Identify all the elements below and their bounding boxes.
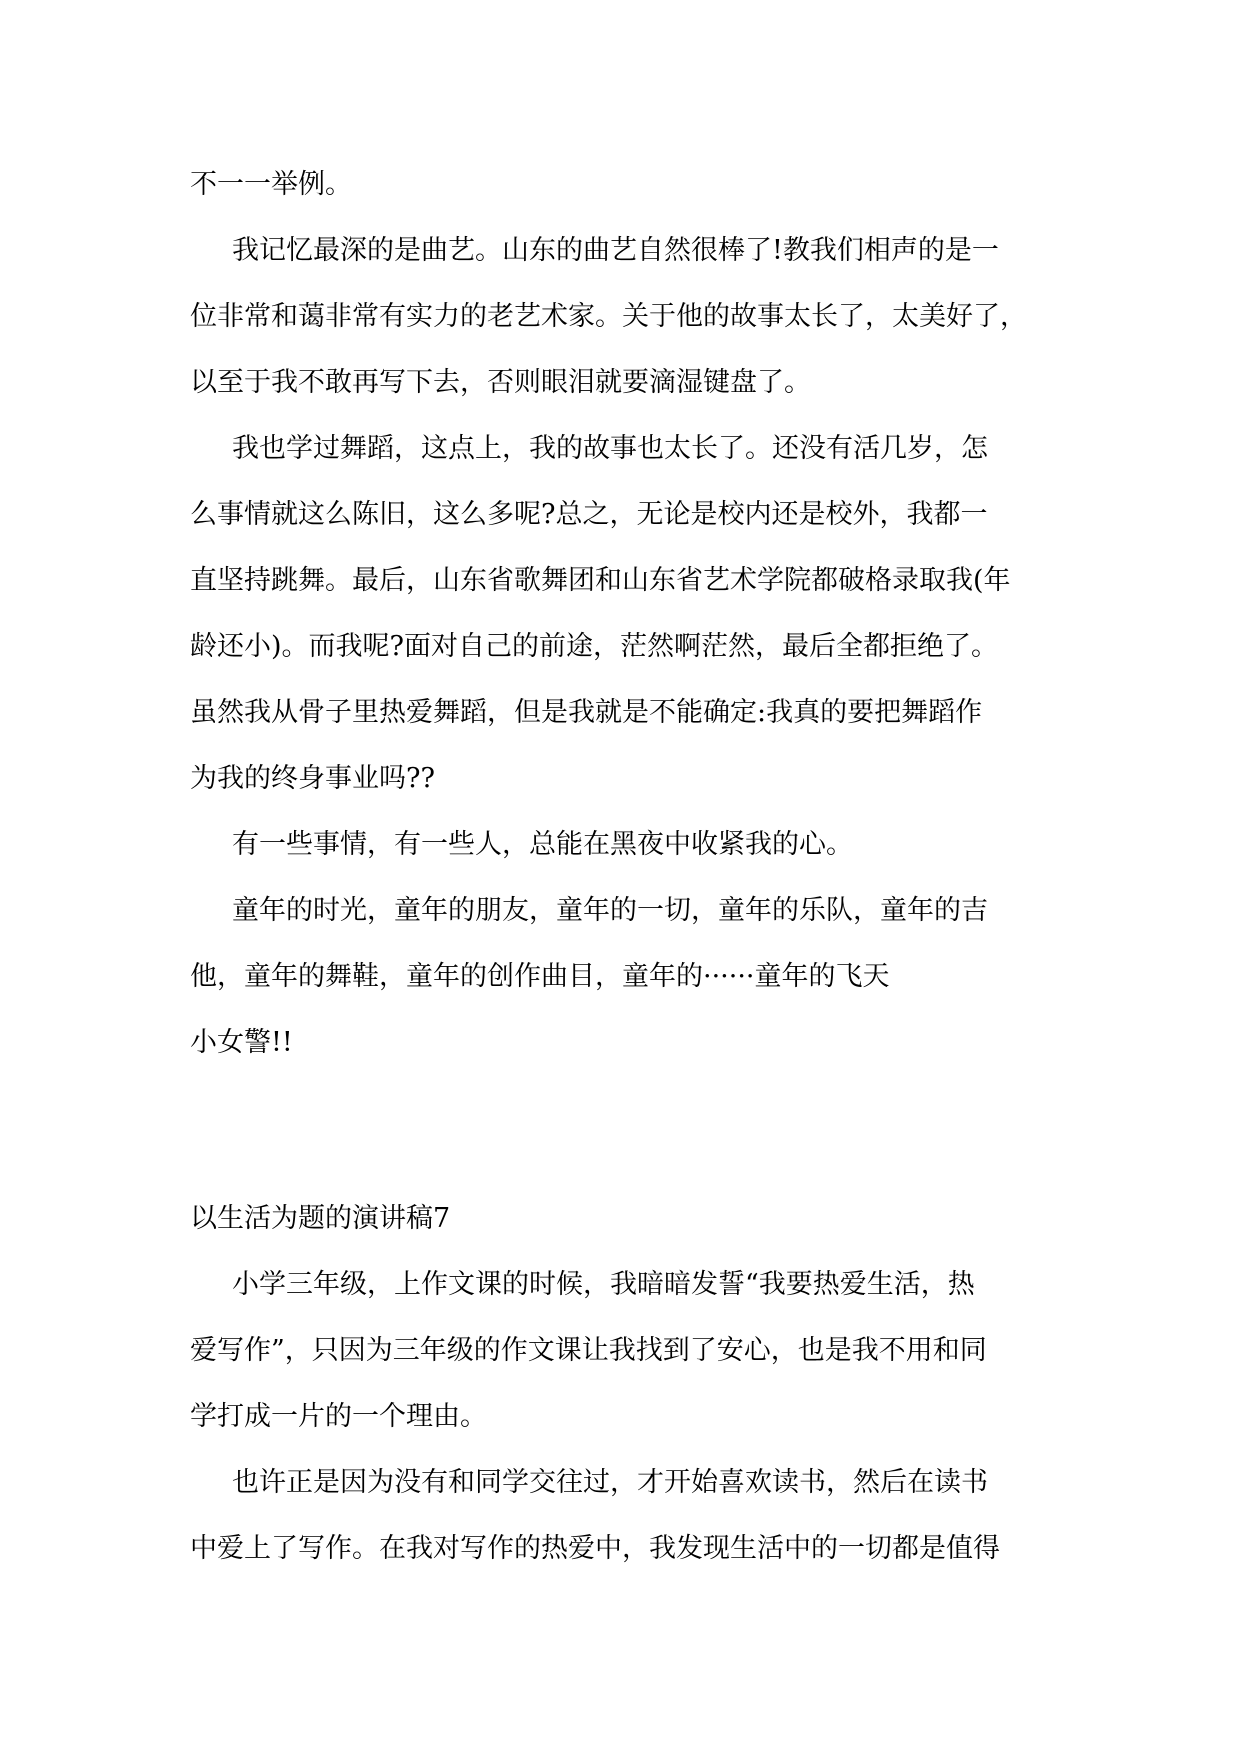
line-text: 直坚持跳舞。最后，山东省歌舞团和山东省艺术学院都破格录取我(年 xyxy=(190,565,1011,596)
line-text: 爱写作”，只因为三年级的作文课让我找到了安心，也是我不用和同 xyxy=(190,1335,987,1366)
line-text: 为我的终身事业吗?? xyxy=(190,763,435,794)
line-text: 我也学过舞蹈，这点上，我的故事也太长了。还没有活几岁，怎 xyxy=(232,433,988,464)
text-line xyxy=(0,1384,1241,1450)
line-text: 不一一举例。 xyxy=(190,169,352,200)
text-line xyxy=(0,1010,1241,1076)
line-text: 他，童年的舞鞋，童年的创作曲目，童年的······童年的飞天 xyxy=(190,961,890,992)
line-text: 以至于我不敢再写下去，否则眼泪就要滴湿键盘了。 xyxy=(190,367,811,398)
text-line xyxy=(0,1252,1241,1318)
line-text: 么事情就这么陈旧，这么多呢?总之，无论是校内还是校外，我都一 xyxy=(190,499,988,530)
text-line xyxy=(0,746,1241,812)
line-text: 龄还小)。而我呢?面对自己的前途，茫然啊茫然，最后全都拒绝了。 xyxy=(190,631,999,662)
text-line xyxy=(0,416,1241,482)
text-line xyxy=(0,1450,1241,1516)
text-line xyxy=(0,284,1241,350)
text-line xyxy=(0,614,1241,680)
text-line xyxy=(0,218,1241,284)
text-line xyxy=(0,1318,1241,1384)
text-line xyxy=(0,680,1241,746)
line-text: 也许正是因为没有和同学交往过，才开始喜欢读书，然后在读书 xyxy=(232,1467,988,1498)
text-line xyxy=(0,878,1241,944)
text-line xyxy=(0,1516,1241,1582)
text-line xyxy=(0,482,1241,548)
text-line xyxy=(0,812,1241,878)
section-heading xyxy=(0,1186,1241,1252)
line-text: 童年的时光，童年的朋友，童年的一切，童年的乐队，童年的吉 xyxy=(232,895,988,926)
text-line xyxy=(0,944,1241,1010)
line-text: 小学三年级，上作文课的时候，我暗暗发誓“我要热爱生活，热 xyxy=(232,1269,975,1300)
text-line xyxy=(0,350,1241,416)
text-line xyxy=(0,548,1241,614)
line-text: 中爱上了写作。在我对写作的热爱中，我发现生活中的一切都是值得 xyxy=(190,1533,1000,1564)
text-line xyxy=(0,152,1241,218)
line-text: 我记忆最深的是曲艺。山东的曲艺自然很棒了!教我们相声的是一 xyxy=(232,235,999,266)
heading-text: 以生活为题的演讲稿7 xyxy=(190,1203,451,1234)
line-text: 学打成一片的一个理由。 xyxy=(190,1401,487,1432)
line-text: 有一些事情，有一些人，总能在黑夜中收紧我的心。 xyxy=(232,829,853,860)
line-text: 位非常和蔼非常有实力的老艺术家。关于他的故事太长了，太美好了， xyxy=(190,301,1027,332)
line-text: 小女警!! xyxy=(190,1027,293,1058)
line-text: 虽然我从骨子里热爱舞蹈，但是我就是不能确定:我真的要把舞蹈作 xyxy=(190,697,983,728)
